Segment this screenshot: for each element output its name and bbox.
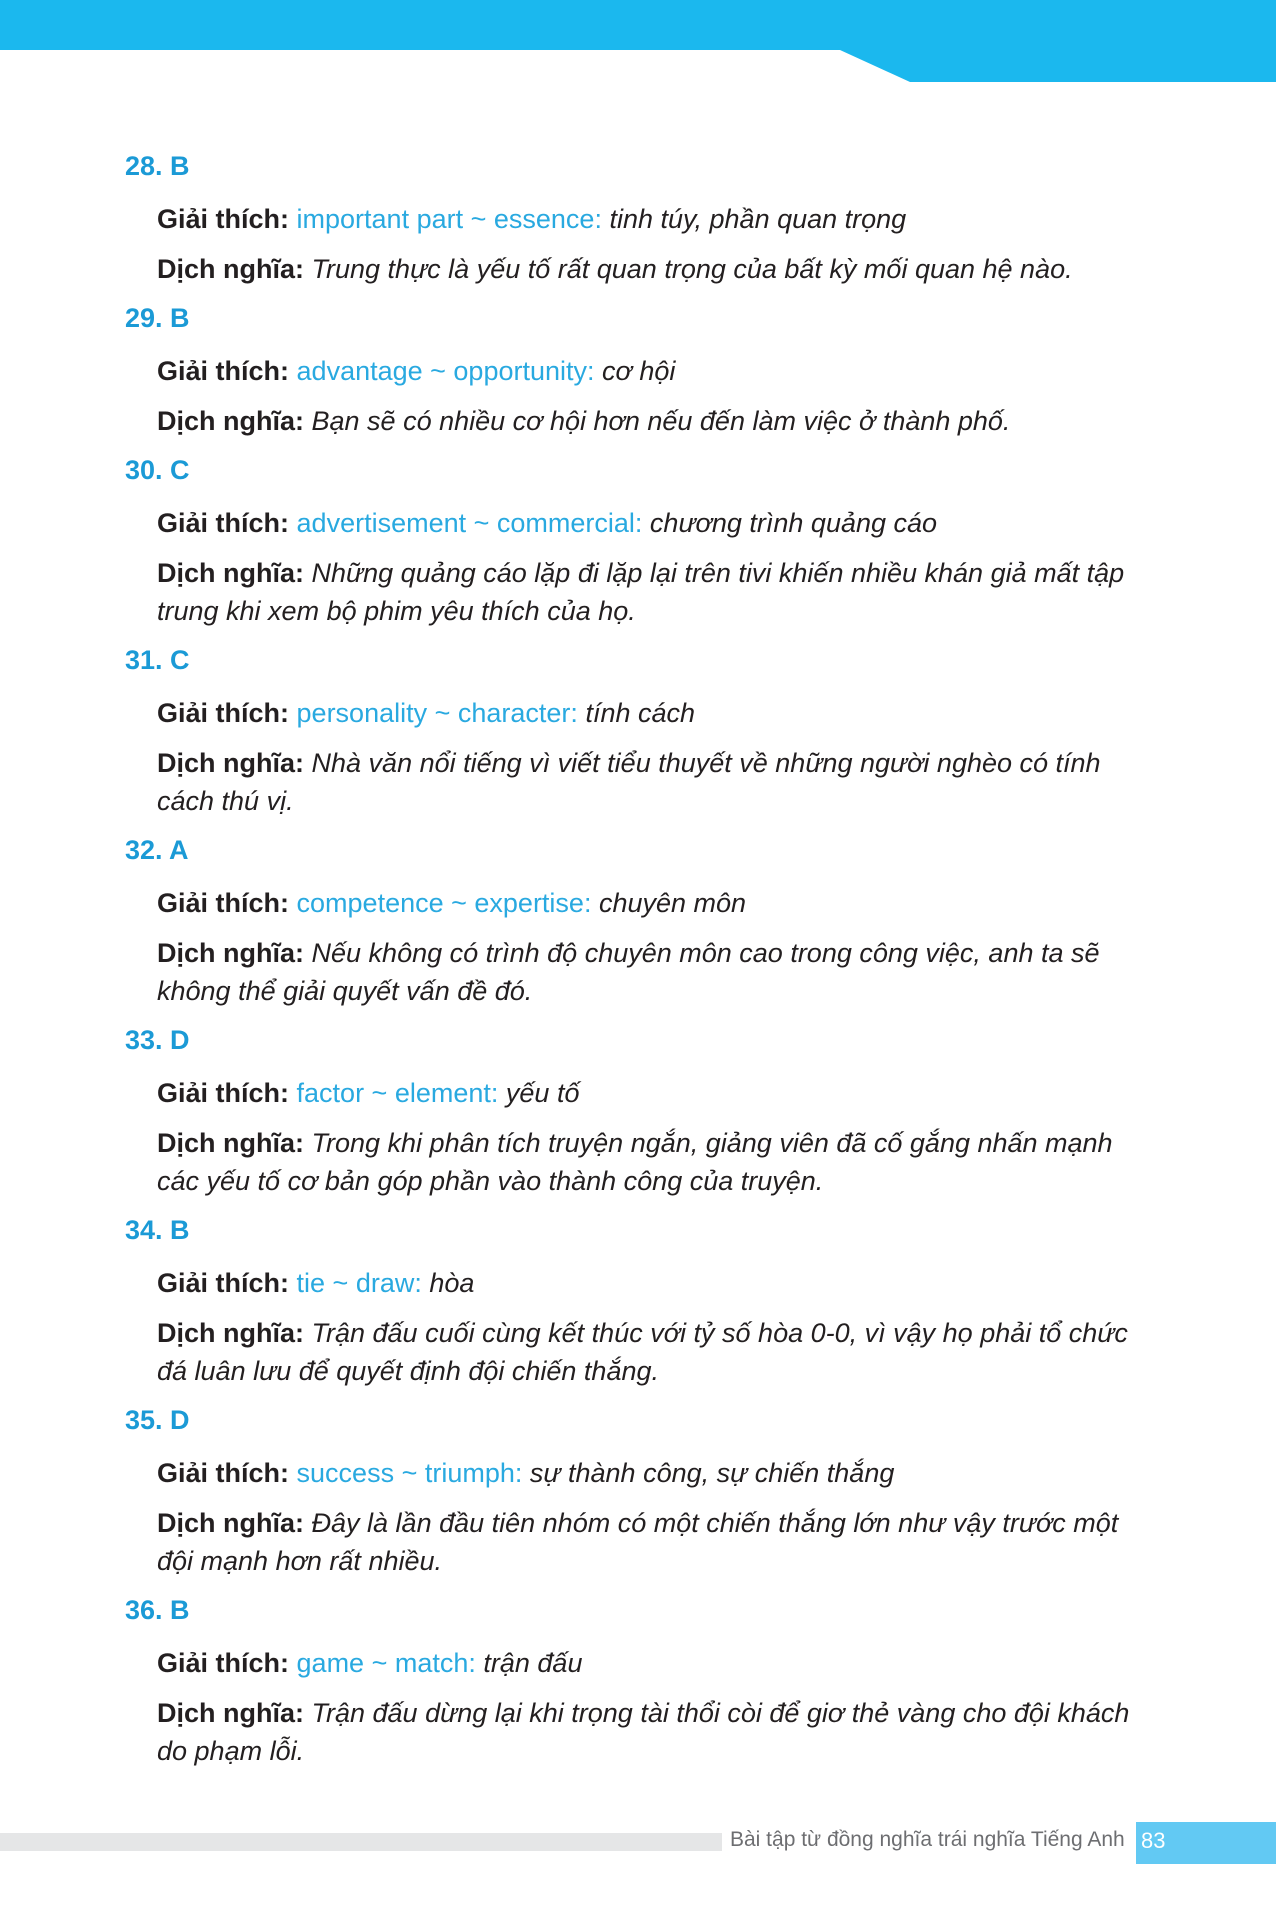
translation-label: Dịch nghĩa: <box>157 938 304 968</box>
synonym-keywords: advantage ~ opportunity: <box>296 356 595 386</box>
translation-text: Nếu không có trình độ chuyên môn cao trong công việc, anh ta sẽ không thể giải quyết vấn đề đó. <box>157 938 1100 1006</box>
translation-text: Những quảng cáo lặp đi lặp lại trên tivi khiến nhiều khán giả mất tập trung khi xem bộ phim yêu thích của họ. <box>157 558 1125 626</box>
question-number: 30. C <box>125 455 190 485</box>
question-number: 36. B <box>125 1595 190 1625</box>
explanation-label: Giải thích: <box>157 1268 290 1298</box>
vietnamese-meaning: tinh túy, phần quan trọng <box>609 204 907 234</box>
synonym-keywords: important part ~ essence: <box>296 204 602 234</box>
answer-item <box>125 1404 1135 1580</box>
question-number: 34. B <box>125 1215 190 1245</box>
answer-item <box>125 454 1135 630</box>
translation-label: Dịch nghĩa: <box>157 558 304 588</box>
answer-item <box>125 302 1135 440</box>
explanation-line <box>157 1074 1135 1112</box>
footer-gray-bar <box>0 1833 722 1851</box>
synonym-keywords: factor ~ element: <box>296 1078 499 1108</box>
answer-item <box>125 644 1135 820</box>
translation-line <box>157 250 1135 288</box>
translation-line <box>157 1124 1135 1200</box>
explanation-line <box>157 352 1135 390</box>
translation-line <box>157 554 1135 630</box>
translation-line <box>157 1314 1135 1390</box>
translation-line <box>157 1694 1135 1770</box>
header-banner-shape <box>0 0 1276 90</box>
synonym-keywords: competence ~ expertise: <box>296 888 592 918</box>
explanation-line <box>157 1644 1135 1682</box>
question-number: 29. B <box>125 303 190 333</box>
explanation-line <box>157 1454 1135 1492</box>
explanation-label: Giải thích: <box>157 356 290 386</box>
translation-label: Dịch nghĩa: <box>157 1508 304 1538</box>
translation-label: Dịch nghĩa: <box>157 406 304 436</box>
explanation-label: Giải thích: <box>157 1078 290 1108</box>
answer-list <box>125 150 1135 1784</box>
answer-item <box>125 150 1135 288</box>
translation-text: Trận đấu dừng lại khi trọng tài thổi còi để giơ thẻ vàng cho đội khách do phạm lỗi. <box>157 1698 1130 1766</box>
translation-text: Trong khi phân tích truyện ngắn, giảng viên đã cố gắng nhấn mạnh các yếu tố cơ bản góp phần vào thành công của truyện. <box>157 1128 1113 1196</box>
explanation-label: Giải thích: <box>157 888 290 918</box>
explanation-line <box>157 884 1135 922</box>
question-number: 31. C <box>125 645 190 675</box>
translation-text: Trung thực là yếu tố rất quan trọng của bất kỳ mối quan hệ nào. <box>311 254 1073 284</box>
vietnamese-meaning: tính cách <box>585 698 696 728</box>
explanation-label: Giải thích: <box>157 508 290 538</box>
synonym-keywords: tie ~ draw: <box>296 1268 422 1298</box>
vietnamese-meaning: trận đấu <box>483 1648 583 1678</box>
synonym-keywords: personality ~ character: <box>296 698 578 728</box>
answer-item <box>125 1594 1135 1770</box>
vietnamese-meaning: chương trình quảng cáo <box>649 508 938 538</box>
page-number-box <box>1136 1822 1276 1864</box>
page-number: 83 <box>1141 1828 1166 1853</box>
explanation-label: Giải thích: <box>157 204 290 234</box>
explanation-line <box>157 694 1135 732</box>
header-accent-band <box>0 0 1276 82</box>
question-number: 33. D <box>125 1025 190 1055</box>
vietnamese-meaning: chuyên môn <box>598 888 747 918</box>
explanation-line <box>157 1264 1135 1302</box>
explanation-line <box>157 200 1135 238</box>
translation-label: Dịch nghĩa: <box>157 254 304 284</box>
translation-line <box>157 744 1135 820</box>
translation-text: Đây là lần đầu tiên nhóm có một chiến thắng lớn như vậy trước một đội mạnh hơn rất nhiều. <box>157 1508 1119 1576</box>
translation-line <box>157 934 1135 1010</box>
answer-item <box>125 1214 1135 1390</box>
synonym-keywords: success ~ triumph: <box>296 1458 523 1488</box>
translation-label: Dịch nghĩa: <box>157 748 304 778</box>
translation-label: Dịch nghĩa: <box>157 1318 304 1348</box>
translation-text: Trận đấu cuối cùng kết thúc với tỷ số hòa 0-0, vì vậy họ phải tổ chức đá luân lưu để quyết định đội chiến thắng. <box>157 1318 1128 1386</box>
translation-label: Dịch nghĩa: <box>157 1698 304 1728</box>
question-number: 32. A <box>125 835 189 865</box>
translation-line <box>157 402 1135 440</box>
explanation-label: Giải thích: <box>157 1648 290 1678</box>
page-footer <box>0 1822 1276 1858</box>
answer-item <box>125 834 1135 1010</box>
explanation-line <box>157 504 1135 542</box>
question-number: 35. D <box>125 1405 190 1435</box>
page-header-banner <box>0 0 1276 90</box>
explanation-label: Giải thích: <box>157 698 290 728</box>
question-number: 28. B <box>125 151 190 181</box>
footer-book-title: Bài tập từ đồng nghĩa trái nghĩa Tiếng Anh <box>730 1828 1125 1851</box>
vietnamese-meaning: cơ hội <box>602 356 676 386</box>
translation-text: Bạn sẽ có nhiều cơ hội hơn nếu đến làm việc ở thành phố. <box>311 406 1011 436</box>
vietnamese-meaning: hòa <box>429 1268 475 1298</box>
synonym-keywords: game ~ match: <box>296 1648 476 1678</box>
synonym-keywords: advertisement ~ commercial: <box>296 508 643 538</box>
vietnamese-meaning: sự thành công, sự chiến thắng <box>529 1458 895 1488</box>
translation-line <box>157 1504 1135 1580</box>
vietnamese-meaning: yếu tố <box>505 1078 580 1108</box>
explanation-label: Giải thích: <box>157 1458 290 1488</box>
answer-item <box>125 1024 1135 1200</box>
translation-text: Nhà văn nổi tiếng vì viết tiểu thuyết về những người nghèo có tính cách thú vị. <box>157 748 1101 816</box>
translation-label: Dịch nghĩa: <box>157 1128 304 1158</box>
